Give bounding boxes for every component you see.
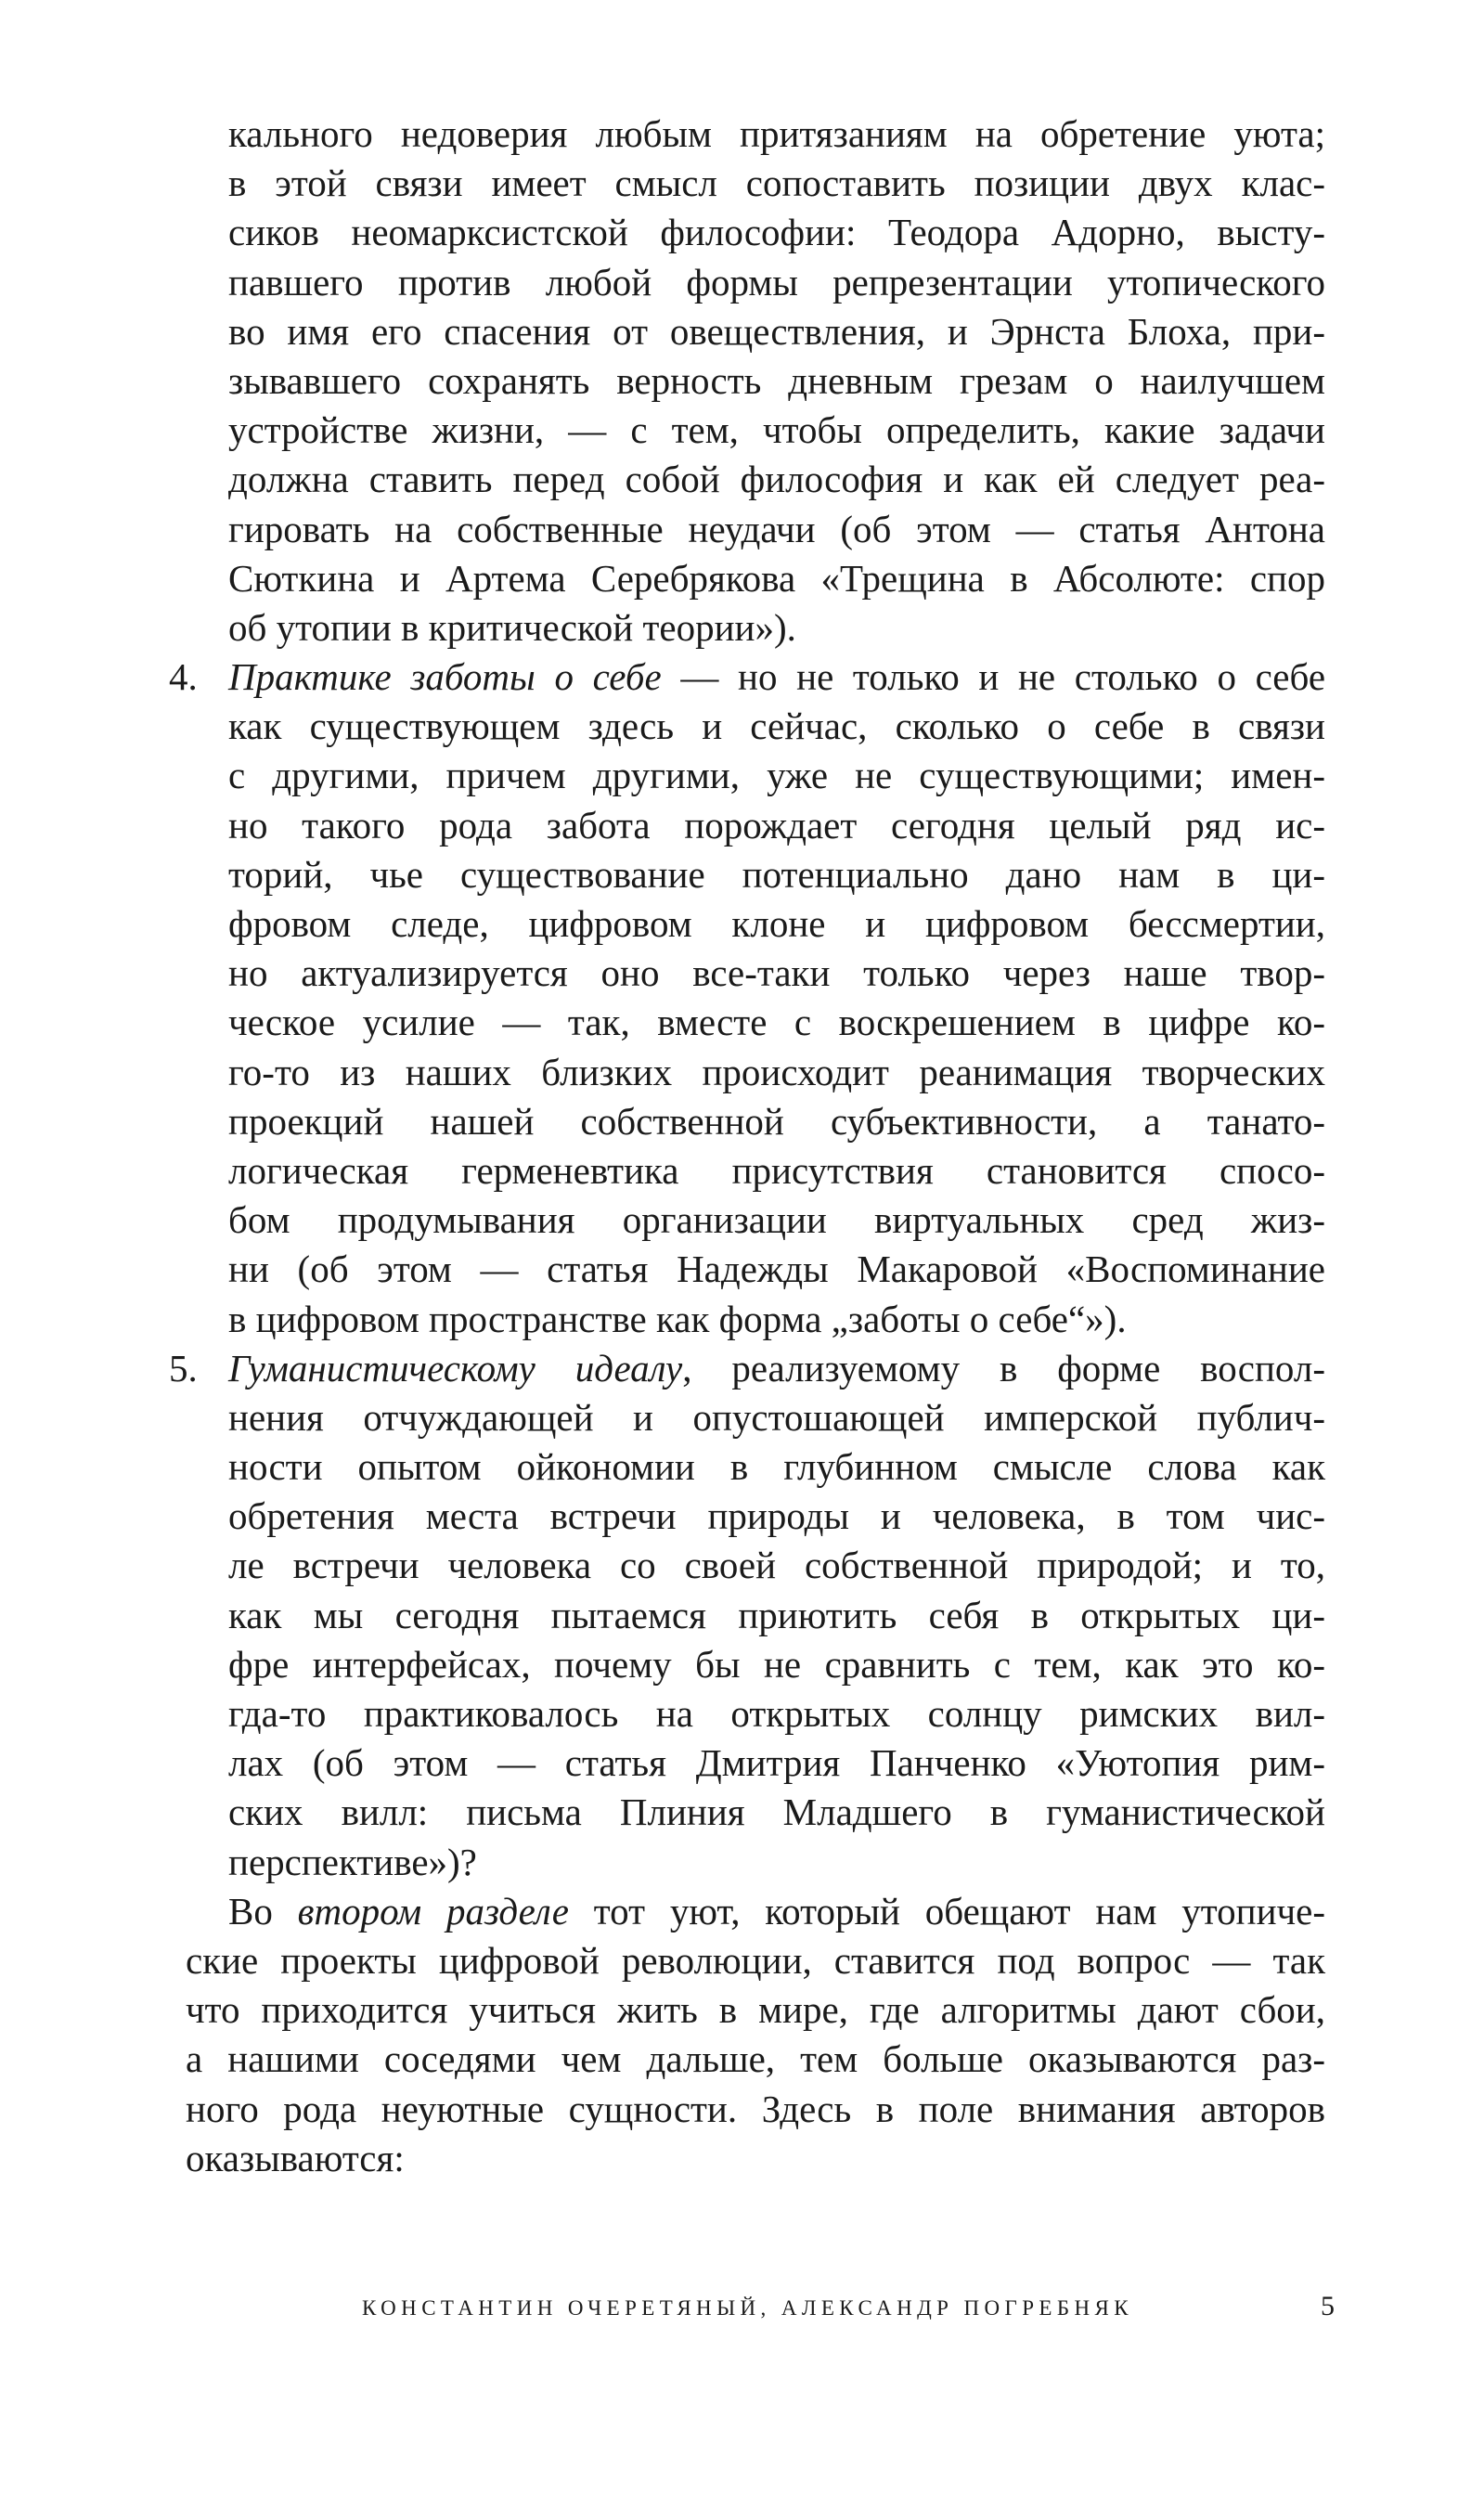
emphasis: втором разделе [297,1889,569,1933]
text-line: фре интерфейсах, почему бы не сравнить с тем, как это ко- [228,1642,1325,1686]
text-line: во имя его спасения от овеществления, и Эрнста Блоха, при- [228,309,1325,353]
text-line: проекций нашей собственной субъективности, а танато- [228,1099,1325,1143]
text-line: в цифровом пространстве как форма „заботы о себе“»). [228,1297,1127,1340]
text-line: ские проекты цифровой революции, ставится под вопрос — так [186,1938,1325,1982]
text-line: ни (об этом — статья Надежды Макаровой «Воспоминание [228,1248,1325,1291]
text-line: зывавшего сохранять верность дневным грезам о наилучшем [228,358,1325,402]
text-line: обретения места встречи природы и человека, в том чис- [228,1494,1325,1538]
text-line: гировать на собственные неудачи (об этом — статья Антона [228,507,1325,550]
emphasis: Практике заботы о себе [228,655,662,699]
item-3-continuation [228,110,1325,653]
closing-paragraph [186,1887,1325,2183]
text-line [228,1344,1325,1393]
text-line [228,653,1325,702]
text-line: ле встречи человека со своей собственной природой; и то, [228,1544,1325,1587]
emphasis: Гуманистическому идеалу [228,1346,683,1390]
text-line: логическая герменевтика присутствия становится спосо- [228,1148,1325,1192]
footer-authors: КОНСТАНТИН ОЧЕРЕТЯНЫЙ, АЛЕКСАНДР ПОГРЕБНЯК [362,2296,1133,2320]
text-line: нения отчуждающей и опустошающей имперской публич- [228,1395,1325,1439]
running-footer [362,2291,1335,2333]
text-line: в этой связи имеет смысл сопоставить позиции двух клас- [228,162,1325,205]
text-line: ности опытом ойкономии в глубинном смысле слова как [228,1445,1325,1489]
text-line: лах (об этом — статья Дмитрия Панченко «Уютопия рим- [228,1741,1325,1785]
text-line: оказываются: [186,2136,405,2179]
text-line: перспективе»)? [228,1840,477,1883]
text-line: как существующем здесь и сейчас, сколько о себе в связи [228,705,1325,748]
text-fragment: Во [228,1889,298,1933]
text-line: об утопии в критической теории»). [228,605,796,649]
text-line: но актуализируется оно все-таки только через наше твор- [228,951,1325,995]
text-fragment: тот уют, который обещают нам утопиче- [568,1889,1325,1933]
page-number: 5 [1321,2291,1335,2321]
text-line: устройстве жизни, — с тем, чтобы определить, какие задачи [228,408,1325,452]
text-line: торий, чье существование потенциально дано нам в ци- [228,852,1325,896]
text-line: с другими, причем другими, уже не существующими; имен- [228,754,1325,797]
text-line: фровом следе, цифровом клоне и цифровом бессмертии, [228,902,1325,945]
list-number: 4. [169,655,198,699]
list-number: 5. [169,1346,198,1390]
text-line: гда-то практиковалось на открытых солнцу римских вил- [228,1692,1325,1735]
text-line: как мы сегодня пытаемся приютить себя в открытых ци- [228,1593,1325,1636]
text-line: го-то из наших близких происходит реанимация творческих [228,1050,1325,1093]
text-line: ских вилл: письма Плиния Младшего в гуманистической [228,1790,1325,1834]
text-line: должна ставить перед собой философия и как ей следует реа- [228,458,1325,501]
list-item-5 [169,1344,1325,1887]
list-item-4 [169,653,1326,1344]
text-line: сиков неомарксистской философии: Теодора Адорно, высту- [228,211,1325,254]
text-line: павшего против любой формы репрезентации утопического [228,260,1325,304]
text-line: ного рода неуютные сущности. Здесь в поле внимания авторов [186,2087,1325,2130]
text-line: ческое усилие — так, вместе с воскрешением в цифре ко- [228,1001,1325,1044]
text-line: кального недоверия любым притязаниям на обретение уюта; [228,112,1325,155]
text-fragment: , реализуемому в форме воспол- [682,1346,1325,1390]
text-line [186,1887,1325,1936]
text-line: а нашими соседями чем дальше, тем больше оказываются раз- [186,2037,1325,2081]
text-line: но такого рода забота порождает сегодня целый ряд ис- [228,803,1325,847]
body-text [169,110,1326,2183]
text-line: бом продумывания организации виртуальных сред жиз- [228,1198,1325,1242]
text-fragment: — но не только и не столько о себе [661,655,1326,699]
text-line: Сюткина и Артема Серебрякова «Трещина в Абсолюте: спор [228,556,1325,600]
text-line: что приходится учиться жить в мире, где алгоритмы дают сбои, [186,1988,1325,2032]
